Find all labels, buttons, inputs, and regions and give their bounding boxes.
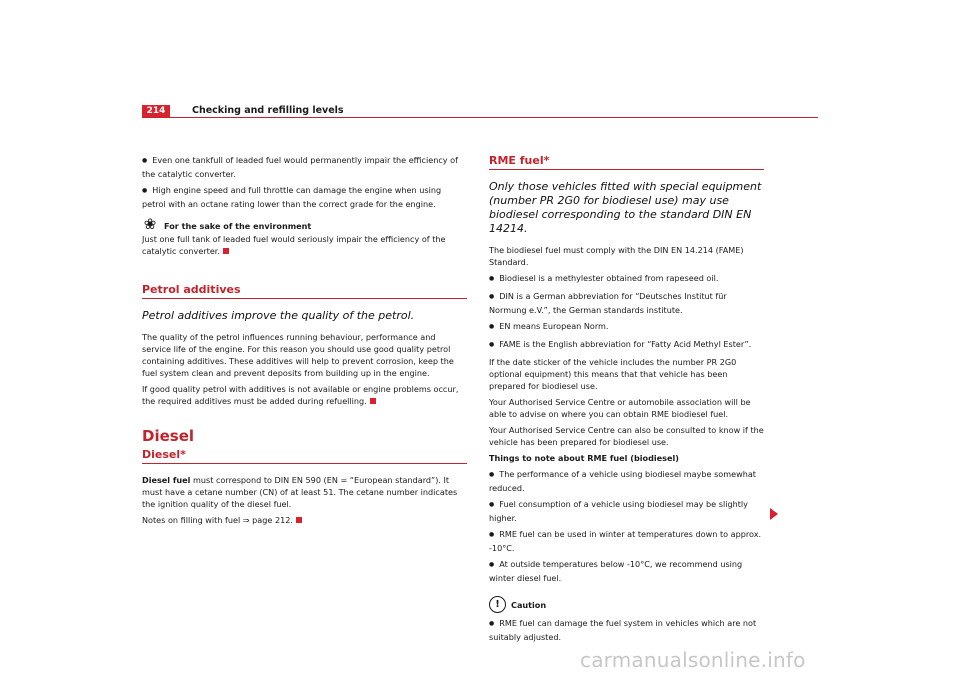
flower-icon: ❀ [143,215,157,233]
rme-paragraph-3: Your Authorised Service Centre or automobile association will be able to advise on where you can obtain RME biodiesel fuel. [489,397,751,419]
things-bullet: ● The performance of a vehicle using biodiesel maybe somewhat reduced. [489,468,764,494]
environment-heading [142,216,467,232]
rme-bullet: ● DIN is a German abbreviation for “Deutsches Institut für Normung e.V.”, the German standards institute. [489,290,764,316]
header-rule [142,117,818,118]
petrol-additives-subheading: Petrol additives improve the quality of the petrol. [142,309,415,322]
caution-heading-text: Caution [511,599,547,610]
environment-heading-text: For the sake of the environment [164,221,312,231]
end-mark-icon [223,248,229,254]
additives-paragraph-1: The quality of the petrol influences running behaviour, performance and service life of the engine. For this reason you should use good quality petrol containing additives. These additives will help to prevent corrosion, keep the fuel system clean and prevent deposits from building up in the engine. [142,332,454,378]
diesel-paragraph-2: Notes on filling with fuel ⇒ page 212. [142,514,467,526]
rme-bullet: ● FAME is the English abbreviation for “Fatty Acid Methyl Ester”. [489,338,764,352]
environment-text: Just one full tank of leaded fuel would seriously impair the efficiency of the catalytic converter. [142,234,446,256]
rme-bullet: ● Biodiesel is a methylester obtained from rapeseed oil. [489,272,764,286]
things-bullet: ● Fuel consumption of a vehicle using biodiesel may be slightly higher. [489,498,764,524]
things-bullet: ● RME fuel can be used in winter at temperatures down to approx. -10°C. [489,528,764,554]
petrol-additives-heading: Petrol additives [142,283,467,299]
caution-heading [489,596,764,613]
page-number: 214 [142,105,170,118]
exclamation-circle-icon: ! [489,596,506,613]
right-column [489,154,764,647]
rme-paragraph-4: Your Authorised Service Centre can also be consulted to know if the vehicle has been prepared for biodiesel use. [489,425,764,447]
left-column [142,154,467,530]
diesel-paragraph-1: Diesel fuel must correspond to DIN EN 590 (EN = “European standard”). It must have a cetane number (CN) of at least 51. The cetane number indicates the ignition quality of the diesel fuel. [142,475,458,509]
header-title: Checking and refilling levels [192,105,344,116]
additives-paragraph-2: If good quality petrol with additives is not available or engine problems occur, the required additives must be added during refuelling. [142,384,459,406]
diesel-chapter-heading: Diesel [142,427,195,445]
things-bullet: ● At outside temperatures below -10°C, we recommend using winter diesel fuel. [489,558,764,584]
things-heading: Things to note about RME fuel (biodiesel) [489,453,679,463]
caution-bullet: ● RME fuel can damage the fuel system in vehicles which are not suitably adjusted. [489,617,764,643]
arrow-right-icon [770,508,778,520]
rme-bullet: ● EN means European Norm. [489,320,764,334]
watermark: carmanualsonline.info [580,648,806,672]
rme-heading: RME fuel* [489,154,764,170]
end-mark-icon [296,517,302,523]
bullet-engine-speed: ● High engine speed and full throttle can damage the engine when using petrol with an octane rating lower than the correct grade for the engine. [142,184,467,210]
end-mark-icon [370,398,376,404]
rme-paragraph-2: If the date sticker of the vehicle includes the number PR 2G0 optional equipment) this means that that vehicle has been prepared for biodiesel use. [489,357,737,391]
bullet-leaded-fuel: ● Even one tankfull of leaded fuel would permanently impair the efficiency of the catalytic converter. [142,154,467,180]
diesel-heading: Diesel* [142,448,467,464]
rme-subheading: Only those vehicles fitted with special equipment (number PR 2G0 for biodiesel use) may use biodiesel corresponding to the standard DIN EN 14214. [489,180,762,235]
rme-paragraph-1: The biodiesel fuel must comply with the DIN EN 14.214 (FAME) Standard. [489,245,744,267]
